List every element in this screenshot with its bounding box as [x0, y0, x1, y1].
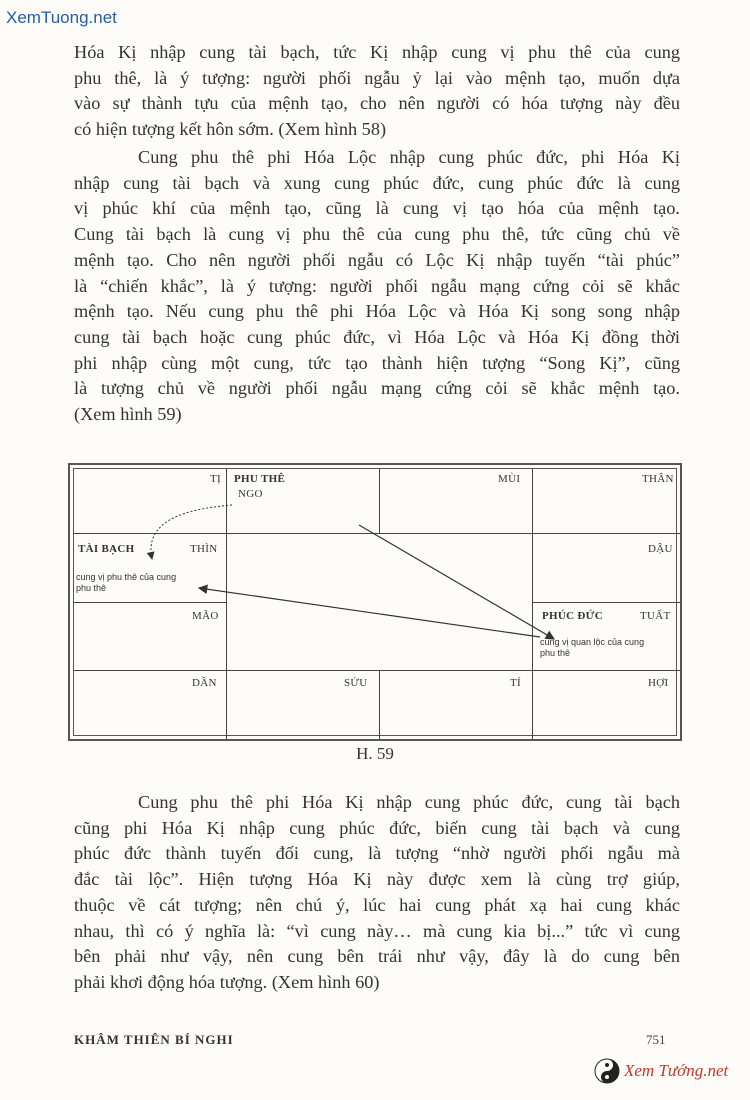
branch-mao: MÃO: [192, 610, 219, 622]
branch-ngo: NGO: [238, 488, 263, 500]
text-line: mệnh tạo. Cho nên người phối ngẫu có Lộc Kị nhập tuyến “tài phúc”: [74, 249, 680, 270]
text-line: vị phúc khí của mệnh tạo, cũng là cung vị tạo hóa của mệnh tạo.: [74, 198, 680, 219]
text-line: là “chiến khắc”, là ý tượng: người phối ngẫu mạng cứng cỏi sẽ khắc: [74, 275, 680, 296]
text-line: bên phải như vậy, nên cung bên trái như vậy, đây là do cung bên: [74, 946, 680, 967]
branch-tuat: TUẤT: [640, 610, 671, 622]
text-line: Hóa Kị nhập cung tài bạch, tức Kị nhập cung vị phu thê của cung: [74, 42, 680, 62]
text-line: có hiện tượng kết hôn sớm. (Xem hình 58): [74, 119, 387, 140]
site-watermark[interactable]: XemTuong.net: [6, 8, 117, 27]
dotted-arrow-hoa-ki: [151, 505, 232, 559]
paragraph-3: [74, 790, 680, 996]
branch-suu: SỬU: [344, 677, 368, 689]
text-line: cũng phi Hóa Kị nhập cung phúc đức, biến cung tài bạch và cung: [74, 817, 680, 838]
text-line: Cung phu thê phi Hóa Lộc nhập cung phúc đức, phi Hóa Kị: [138, 147, 680, 167]
book-title: KHÂM THIÊN BÍ NGHI: [74, 1032, 234, 1047]
tai-bach-note: cung vị phu thê của cung phu thê: [76, 572, 177, 593]
palace-phuc-duc: PHÚC ĐỨC: [542, 610, 603, 622]
palace-phu-the: PHU THÊ: [234, 473, 286, 485]
text-line: mệnh tạo. Nếu cung phu thê phi Hóa Lộc và Hóa Kị song song nhập: [74, 301, 680, 322]
text-line: nhập cung tài bạch và xung cung phúc đức, cung phúc đức là cung: [74, 172, 680, 193]
brand-logo[interactable]: [594, 1058, 728, 1084]
yin-yang-icon: [594, 1058, 620, 1084]
text-line: phúc đức thành tuyến đối cung, là tượng “nhờ người phối ngẫu mà: [74, 843, 680, 864]
arrow-hoa-loc: [359, 525, 554, 639]
page-number: 751: [646, 1032, 666, 1047]
text-line: là tượng chủ về người phối ngẫu mạng cứng cỏi sẽ khắc mệnh tạo.: [74, 378, 680, 399]
arrow-hoa-ki: [199, 588, 540, 637]
brand-name: Xem Tướng.net: [624, 1061, 729, 1080]
branch-dan: DẦN: [192, 677, 217, 689]
branch-ti-top: TỊ: [210, 473, 221, 485]
text-line: phu thê, là ý tượng: người phối ngẫu ỷ lại vào mệnh tạo, muốn dựa: [74, 67, 680, 88]
text-line: vào sự thành tựu của mệnh tạo, cho nên người có hóa tượng này đều: [74, 93, 680, 114]
paragraph-1: [74, 40, 680, 143]
figure-caption: H. 59: [356, 744, 394, 763]
chart-arrows: [74, 469, 680, 739]
branch-thin: THÌN: [190, 543, 218, 555]
text-line: Cung tài bạch là cung vị phu thê của cung phu thê, tức cũng chủ về: [74, 224, 680, 245]
text-line: cung tài bạch hoặc cung phúc đức, vì Hóa Lộc và Hóa Kị đồng thời: [74, 326, 680, 347]
branch-than: THÂN: [642, 473, 674, 485]
text-line: đắc tài lộc”. Hiện tượng Hóa Kị này được xem là cùng trợ giúp,: [74, 869, 680, 890]
branch-ti-bottom: TÍ: [510, 677, 521, 689]
chart-grid: [73, 468, 677, 736]
text-line: Cung phu thê phi Hóa Kị nhập cung phúc đức, cung tài bạch: [138, 792, 680, 812]
text-line: (Xem hình 59): [74, 404, 182, 425]
text-line: nhau, thì có ý nghĩa là: “vì cung này… mà cung kia bị...” tức vì cung: [74, 920, 680, 941]
palace-chart: [68, 463, 682, 741]
paragraph-2: [74, 145, 680, 428]
branch-hoi: HỢI: [648, 677, 669, 689]
text-line: phi nhập cùng một cung, tức tạo thành hiện tượng “Song Kị”, cũng: [74, 352, 680, 373]
palace-tai-bach: TÀI BẠCH: [78, 543, 135, 555]
phuc-duc-note: cung vị quan lộc của cung phu thê: [540, 637, 645, 658]
branch-dau: DẬU: [648, 543, 673, 555]
text-line: phải khơi động hóa tượng. (Xem hình 60): [74, 971, 380, 992]
text-line: thuộc về cát tượng; nên chú ý, lúc hai cung phát xạ hai cung khác: [74, 894, 680, 915]
branch-mui: MÙI: [498, 473, 521, 485]
